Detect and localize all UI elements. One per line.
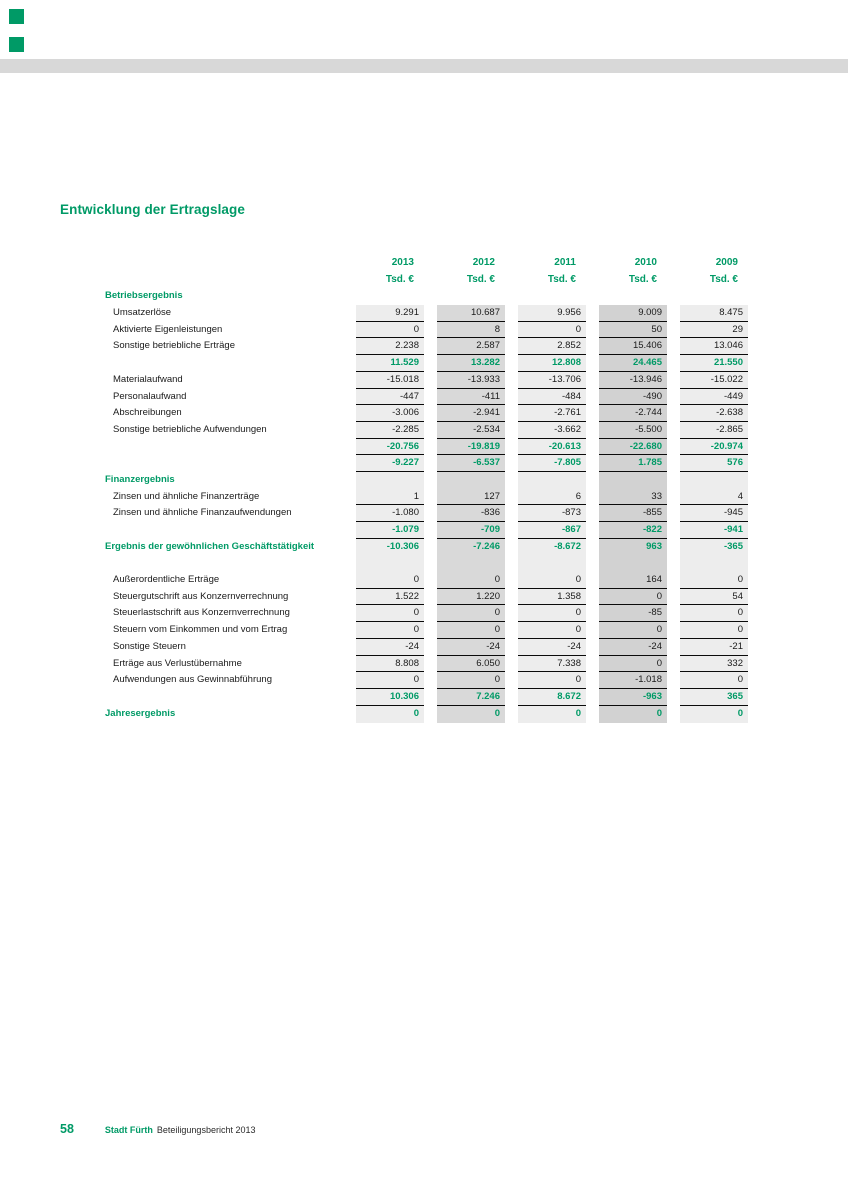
table-row: [105, 338, 748, 355]
value-cell: 0: [356, 322, 424, 339]
value-cell: -2.761: [518, 405, 586, 422]
column-unit: Tsd. €: [628, 273, 657, 285]
value-cell: -20.974: [680, 439, 748, 456]
value-cell: -13.706: [518, 372, 586, 389]
value-cell: 0: [656, 707, 662, 719]
table-row: [105, 322, 748, 339]
column-unit: Tsd. €: [547, 273, 576, 285]
value-cell: 9.956: [518, 305, 586, 322]
row-label: Materialaufwand: [113, 373, 183, 385]
value-cell: -2.285: [356, 422, 424, 439]
table-row: [105, 572, 748, 589]
earnings-table: [105, 255, 748, 722]
value-cell: 963: [646, 540, 662, 552]
column-year: 2012: [472, 257, 495, 268]
value-cell: 2.852: [518, 338, 586, 355]
value-cell: 576: [680, 455, 748, 472]
column-unit: Tsd. €: [466, 273, 495, 285]
value-cell: -9.227: [356, 455, 424, 472]
value-cell: 13.046: [680, 338, 748, 355]
value-cell: 0: [680, 672, 748, 689]
value-cell: -963: [599, 689, 667, 706]
row-label: [105, 455, 356, 472]
row-label: Finanzergebnis: [105, 473, 175, 485]
value-cell: 15.406: [599, 338, 667, 355]
table-header-units: [105, 272, 748, 289]
value-cell: 0: [356, 672, 424, 689]
row-label: Sonstige Steuern: [113, 640, 186, 652]
value-cell: 13.282: [437, 355, 505, 372]
table-row: [105, 605, 748, 622]
value-cell: -21: [680, 639, 748, 656]
row-label: Ergebnis der gewöhnlichen Geschäftstätigkeit: [105, 540, 315, 552]
value-cell: 0: [599, 656, 667, 673]
value-cell: -873: [518, 505, 586, 522]
value-cell: 4: [680, 489, 748, 506]
value-cell: -941: [680, 522, 748, 539]
value-cell: 8.475: [680, 305, 748, 322]
value-cell: 2.238: [356, 338, 424, 355]
row-label: Umsatzerlöse: [113, 307, 172, 319]
table-row: [105, 405, 748, 422]
column-unit: Tsd. €: [709, 273, 738, 285]
value-cell: 0: [518, 622, 586, 639]
value-cell: 164: [599, 572, 667, 589]
value-cell: -20.756: [356, 439, 424, 456]
value-cell: -7.246: [473, 540, 500, 552]
value-cell: -24: [356, 639, 424, 656]
value-cell: 2.587: [437, 338, 505, 355]
page-title: Entwicklung der Ertragslage: [60, 202, 245, 217]
column-year: 2010: [634, 257, 657, 268]
value-cell: -5.500: [599, 422, 667, 439]
table-row: [105, 589, 748, 606]
value-cell: -447: [356, 389, 424, 406]
value-cell: 332: [680, 656, 748, 673]
value-cell: 8.808: [356, 656, 424, 673]
value-cell: -24: [599, 639, 667, 656]
green-square-top-icon: [9, 9, 24, 24]
value-cell: -19.819: [437, 439, 505, 456]
value-cell: 0: [518, 572, 586, 589]
column-year: 2011: [554, 257, 576, 268]
value-cell: -2.865: [680, 422, 748, 439]
table-row: [105, 555, 748, 572]
row-label: [105, 355, 356, 372]
value-cell: 10.687: [437, 305, 505, 322]
table-row: [105, 288, 748, 305]
value-cell: 365: [680, 689, 748, 706]
table-row: [105, 389, 748, 406]
value-cell: -85: [599, 605, 667, 622]
value-cell: 1.785: [599, 455, 667, 472]
value-cell: 10.306: [356, 689, 424, 706]
value-cell: -13.946: [599, 372, 667, 389]
value-cell: -822: [599, 522, 667, 539]
value-cell: -15.022: [680, 372, 748, 389]
value-cell: 9.291: [356, 305, 424, 322]
value-cell: 0: [599, 589, 667, 606]
row-label: Aufwendungen aus Gewinnabführung: [113, 674, 272, 686]
value-cell: 0: [518, 672, 586, 689]
table-row: [105, 372, 748, 389]
value-cell: 24.465: [599, 355, 667, 372]
value-cell: 0: [680, 572, 748, 589]
value-cell: 8.672: [518, 689, 586, 706]
value-cell: -13.933: [437, 372, 505, 389]
value-cell: 0: [356, 572, 424, 589]
table-row: [105, 305, 748, 322]
table-header-years: [105, 255, 748, 272]
value-cell: -411: [437, 389, 505, 406]
value-cell: 0: [680, 605, 748, 622]
table-row: [105, 656, 748, 673]
value-cell: -3.662: [518, 422, 586, 439]
header-bar: [0, 59, 848, 73]
value-cell: -449: [680, 389, 748, 406]
value-cell: 21.550: [680, 355, 748, 372]
column-year: 2013: [391, 257, 414, 268]
column-unit: Tsd. €: [385, 273, 414, 285]
value-cell: -7.805: [518, 455, 586, 472]
row-label: Erträge aus Verlustübernahme: [113, 657, 242, 669]
value-cell: -365: [723, 540, 743, 552]
row-label: Steuergutschrift aus Konzernverrechnung: [113, 590, 289, 602]
page-number: 58: [60, 1122, 74, 1136]
value-cell: -1.079: [356, 522, 424, 539]
row-label: Steuern vom Einkommen und vom Ertrag: [113, 624, 288, 636]
value-cell: -20.613: [518, 439, 586, 456]
column-year: 2009: [715, 257, 738, 268]
value-cell: 12.808: [518, 355, 586, 372]
value-cell: -855: [599, 505, 667, 522]
row-label: Außerordentliche Erträge: [113, 574, 220, 586]
value-cell: -2.638: [680, 405, 748, 422]
table-row: [105, 422, 748, 439]
value-cell: 8: [437, 322, 505, 339]
value-cell: 0: [437, 672, 505, 689]
value-cell: 0: [680, 622, 748, 639]
table-row: [105, 505, 748, 522]
value-cell: 54: [680, 589, 748, 606]
row-label: Aktivierte Eigenleistungen: [113, 323, 223, 335]
value-cell: 50: [599, 322, 667, 339]
row-label: Sonstige betriebliche Erträge: [113, 340, 235, 352]
table-row: [105, 522, 748, 539]
value-cell: 0: [413, 707, 419, 719]
value-cell: -2.534: [437, 422, 505, 439]
value-cell: 7.246: [437, 689, 505, 706]
value-cell: 11.529: [356, 355, 424, 372]
green-square-bottom-icon: [9, 37, 24, 52]
table-row: [105, 455, 748, 472]
value-cell: 0: [356, 622, 424, 639]
value-cell: 0: [494, 707, 500, 719]
value-cell: 1.220: [437, 589, 505, 606]
value-cell: 0: [437, 605, 505, 622]
row-label: Sonstige betriebliche Aufwendungen: [113, 423, 267, 435]
value-cell: 1.358: [518, 589, 586, 606]
value-cell: 0: [437, 622, 505, 639]
value-cell: -8.672: [554, 540, 581, 552]
table-row: [105, 639, 748, 656]
value-cell: 0: [737, 707, 743, 719]
row-label: Betriebsergebnis: [105, 290, 183, 302]
value-cell: -836: [437, 505, 505, 522]
row-label: [105, 255, 356, 272]
row-label: Abschreibungen: [113, 407, 182, 419]
value-cell: -867: [518, 522, 586, 539]
value-cell: 33: [599, 489, 667, 506]
value-cell: -484: [518, 389, 586, 406]
value-cell: 0: [518, 605, 586, 622]
value-cell: 9.009: [599, 305, 667, 322]
value-cell: -2.941: [437, 405, 505, 422]
value-cell: 29: [680, 322, 748, 339]
value-cell: 127: [437, 489, 505, 506]
table-row: [105, 672, 748, 689]
row-label: [105, 522, 356, 539]
table-row: [105, 472, 748, 489]
table-row: [105, 622, 748, 639]
value-cell: 0: [437, 572, 505, 589]
table-row: [105, 439, 748, 456]
row-label: [105, 689, 356, 706]
value-cell: 1: [356, 489, 424, 506]
value-cell: -945: [680, 505, 748, 522]
footer-report-title: Beteiligungsbericht 2013: [156, 1125, 256, 1135]
value-cell: -6.537: [437, 455, 505, 472]
value-cell: -709: [437, 522, 505, 539]
value-cell: -2.744: [599, 405, 667, 422]
row-label: Zinsen und ähnliche Finanzerträge: [113, 490, 260, 502]
value-cell: 6.050: [437, 656, 505, 673]
table-row: [105, 355, 748, 372]
value-cell: -1.080: [356, 505, 424, 522]
value-cell: -10.306: [386, 540, 419, 552]
value-cell: 6: [518, 489, 586, 506]
value-cell: 0: [599, 622, 667, 639]
row-label: Personalaufwand: [113, 390, 187, 402]
value-cell: -1.018: [599, 672, 667, 689]
value-cell: -3.006: [356, 405, 424, 422]
value-cell: 0: [575, 707, 581, 719]
row-label: [105, 555, 356, 572]
table-row: [105, 689, 748, 706]
value-cell: 0: [518, 322, 586, 339]
value-cell: -22.680: [599, 439, 667, 456]
value-cell: 1.522: [356, 589, 424, 606]
table-row: [105, 489, 748, 506]
value-cell: -24: [518, 639, 586, 656]
value-cell: 7.338: [518, 656, 586, 673]
value-cell: -24: [437, 639, 505, 656]
table-body: [105, 255, 748, 722]
row-label: Zinsen und ähnliche Finanzaufwendungen: [113, 507, 292, 519]
table-row: [105, 539, 748, 556]
footer-brand: Stadt Fürth: [104, 1125, 153, 1135]
table-row: [105, 706, 748, 723]
row-label: [105, 439, 356, 456]
value-cell: -15.018: [356, 372, 424, 389]
row-label: [105, 272, 356, 289]
value-cell: -490: [599, 389, 667, 406]
row-label: Steuerlastschrift aus Konzernverrechnung: [113, 607, 290, 619]
page-footer: [60, 1122, 760, 1136]
row-label: Jahresergebnis: [105, 707, 176, 719]
value-cell: 0: [356, 605, 424, 622]
